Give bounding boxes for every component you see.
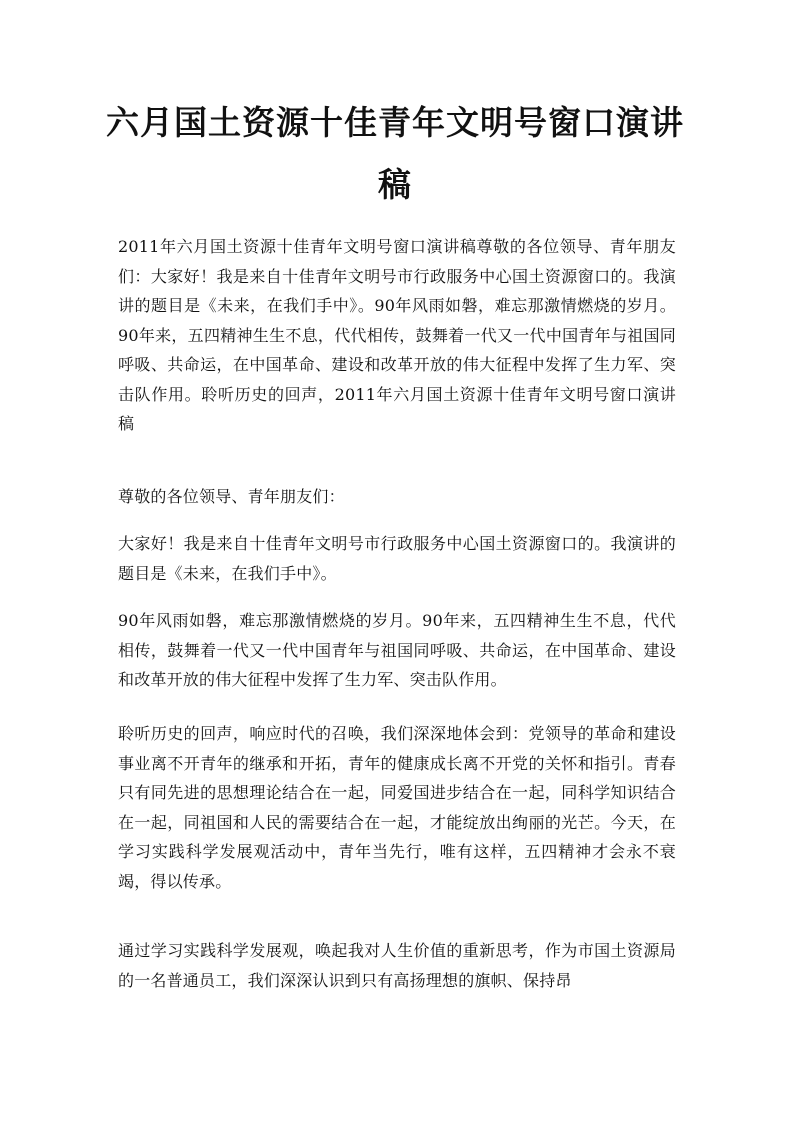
paragraph-greeting: 大家好！我是来自十佳青年文明号市行政服务中心国土资源窗口的。我演讲的题目是《未来，在我们手中》。 xyxy=(118,534,676,583)
paragraph-salutation: 尊敬的各位领导、青年朋友们： xyxy=(118,487,345,506)
paragraph-reflection: 通过学习实践科学发展观，唤起我对人生价值的重新思考，作为市国土资源局的一名普通员工，我们深深认识到只有高扬理想的旗帜、保持昂 xyxy=(118,941,676,990)
paragraph-history: 90年风雨如磐，难忘那激情燃烧的岁月。90年来，五四精神生生不息，代代相传，鼓舞着一代又一代中国青年与祖国同呼吸、共命运，在中国革命、建设和改革开放的伟大征程中发挥了生力军、突击队作用。 xyxy=(118,611,676,689)
document-title: 六月国土资源十佳青年文明号窗口演讲稿 xyxy=(106,103,684,204)
paragraph-intro: 2011年六月国土资源十佳青年文明号窗口演讲稿尊敬的各位领导、青年朋友们：大家好！我是来自十佳青年文明号市行政服务中心国土资源窗口的。我演讲的题目是《未来，在我们手中》。90年风雨如磐，难忘那激情燃烧的岁月。90年来，五四精神生生不息，代代相传，鼓舞着一代又一代中国青年与祖国同呼吸、共命运，在中国革命、建设和改革开放的伟大征程中发挥了生力军、突击队作用。聆听历史的回声，2011年六月国土资源十佳青年文明号窗口演讲稿 xyxy=(118,237,676,433)
paragraph-youth-mission: 聆听历史的回声，响应时代的召唤，我们深深地体会到：党领导的革命和建设事业离不开青年的继承和开拓，青年的健康成长离不开党的关怀和指引。青春只有同先进的思想理论结合在一起，同爱国进步结合在一起，同科学知识结合在一起，同祖国和人民的需要结合在一起，才能绽放出绚丽的光芒。今天，在学习实践科学发展观活动中，青年当先行，唯有这样，五四精神才会永不衰竭，得以传承。 xyxy=(118,724,676,891)
